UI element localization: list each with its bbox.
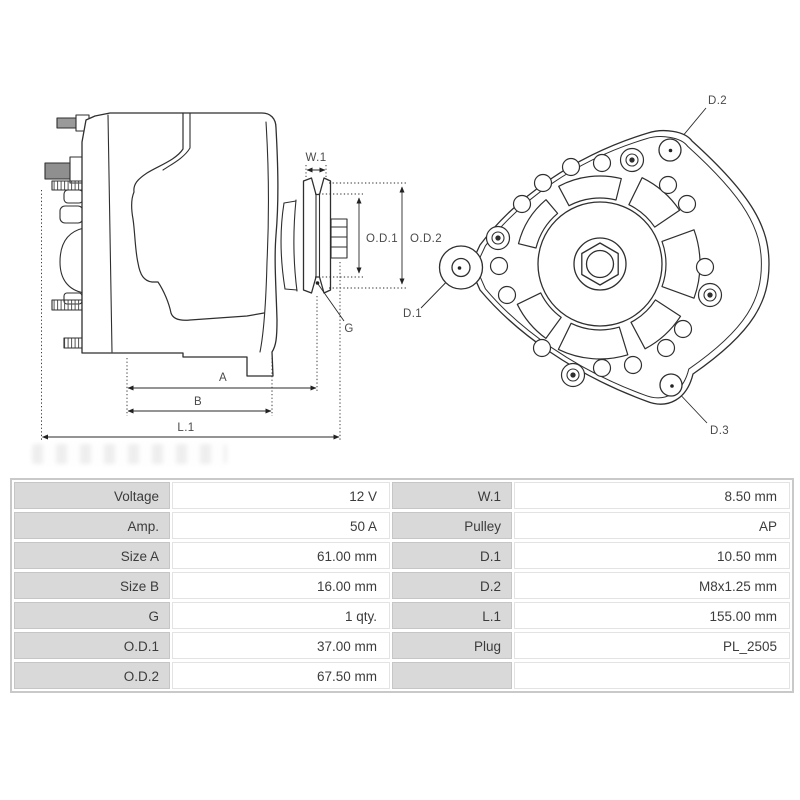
spec-label-cell: L.1 [392, 602, 512, 629]
spec-label-cell: Voltage [14, 482, 170, 509]
table-row [14, 632, 790, 659]
vent-hole [697, 259, 714, 276]
watermark-smudge [32, 444, 227, 464]
spec-value-cell: 8.50 mm [514, 482, 790, 509]
table-row [14, 512, 790, 539]
spec-value-cell: 1 qty. [172, 602, 390, 629]
spec-value-cell: 61.00 mm [172, 542, 390, 569]
table-row [14, 662, 790, 689]
spec-table [10, 478, 794, 693]
front-view [440, 131, 770, 404]
pulley [304, 178, 331, 293]
vent-cutout [662, 230, 700, 298]
spec-value-cell: 12 V [172, 482, 390, 509]
vent-hole [534, 340, 551, 357]
vent-hole [594, 155, 611, 172]
vent-hole [625, 357, 642, 374]
spec-label-cell: Amp. [14, 512, 170, 539]
dim-label-l1: L.1 [177, 422, 195, 434]
table-row [14, 482, 790, 509]
spec-label-cell: O.D.2 [14, 662, 170, 689]
dim-label-w1: W.1 [305, 152, 327, 164]
dim-label-d3: D.3 [710, 425, 730, 437]
vent-hole [491, 258, 508, 275]
vent-hole [658, 340, 675, 357]
shaft-hub [538, 202, 662, 326]
shaft-boss [281, 200, 297, 291]
dim-label-od2: O.D.2 [410, 233, 443, 245]
spec-label-cell [392, 662, 512, 689]
spec-value-cell: 67.50 mm [172, 662, 390, 689]
spec-value-cell: 10.50 mm [514, 542, 790, 569]
shaft-thread [331, 219, 347, 258]
dim-label-b: B [193, 396, 203, 408]
spec-label-cell: D.1 [392, 542, 512, 569]
spec-label-cell: Size B [14, 572, 170, 599]
table-row [14, 602, 790, 629]
vent-hole [594, 360, 611, 377]
spec-value-cell: 155.00 mm [514, 602, 790, 629]
dim-label-d2: D.2 [708, 95, 728, 107]
spec-value-cell: 50 A [172, 512, 390, 539]
spec-value-cell: M8x1.25 mm [514, 572, 790, 599]
dim-label-d1: D.1 [403, 308, 423, 320]
table-row [14, 572, 790, 599]
spec-value-cell: 37.00 mm [172, 632, 390, 659]
dim-label-a: A [218, 372, 228, 384]
spec-label-cell: W.1 [392, 482, 512, 509]
dim-label-od1: O.D.1 [366, 233, 399, 245]
vent-hole [499, 287, 516, 304]
vent-hole [675, 321, 692, 338]
spec-label-cell: O.D.1 [14, 632, 170, 659]
spec-label-cell: G [14, 602, 170, 629]
spec-value-cell: PL_2505 [514, 632, 790, 659]
vent-hole [679, 196, 696, 213]
spec-value-cell: 16.00 mm [172, 572, 390, 599]
vent-hole [514, 196, 531, 213]
side-view [45, 113, 347, 376]
dim-label-g: G [344, 323, 354, 335]
spec-label-cell: Plug [392, 632, 512, 659]
vent-hole [535, 175, 552, 192]
table-row [14, 542, 790, 569]
spec-label-cell: Pulley [392, 512, 512, 539]
spec-label-cell: Size A [14, 542, 170, 569]
spec-value-cell [514, 662, 790, 689]
spec-label-cell: D.2 [392, 572, 512, 599]
vent-hole [563, 159, 580, 176]
vent-hole [660, 177, 677, 194]
spec-value-cell: AP [514, 512, 790, 539]
